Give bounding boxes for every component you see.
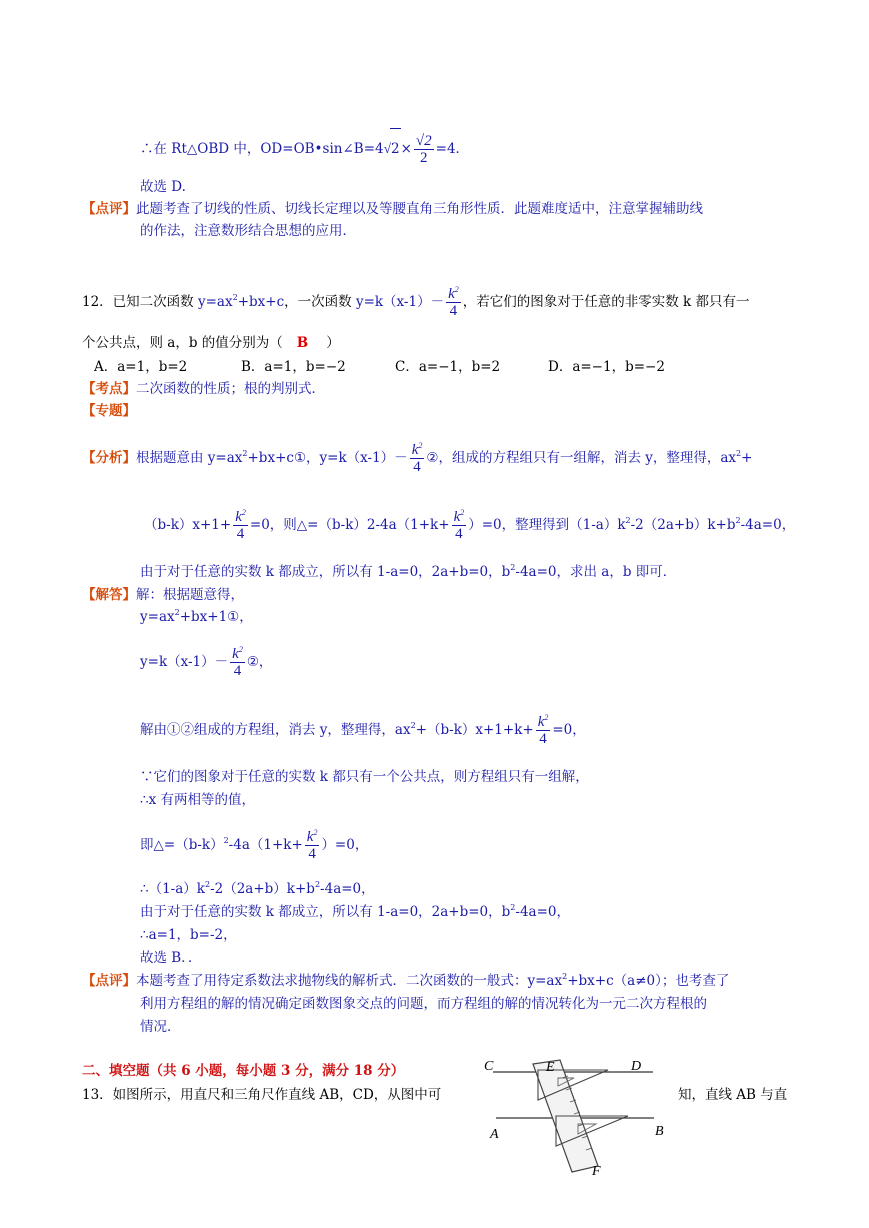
fenxi-line3 [140,563,676,581]
jieda-line5: ∵它们的图象对于任意的实数 k 都只有一个公共点，则方程组只有一组解， [140,769,589,785]
frac-num [446,286,461,302]
t: -4a（1+k+ [228,837,303,853]
comment-1-line2: 的作法，注意数形结合思想的应用． [140,223,356,239]
q12-number: 12．已知二次函数 [82,294,198,310]
fraction-sqrt2-over-2 [414,133,434,166]
t: -4a=0， [515,904,570,920]
label-a: A [490,1127,499,1142]
sup: 2 [232,293,238,302]
comment-tag: 【点评】 [82,973,136,989]
sup: 2 [418,441,423,450]
t: 解：根据题意得， [136,587,244,603]
sup: 2 [625,516,631,525]
option-c: C．a=−1，b=2 [395,359,501,375]
zhuanti-tag: 【专题】 [82,403,136,419]
t: 即△=（b-k） [140,837,224,853]
sqrt-radicand: 2 [390,128,401,169]
jieda-line2 [140,608,253,626]
frac-den: 4 [233,525,248,542]
times-sign: × [400,141,412,157]
jieda-line9 [140,903,570,921]
frac-den: 4 [446,302,461,319]
t: + [741,450,753,466]
k: k [235,509,242,525]
sup: 2 [510,903,516,912]
fraction-k2-over-4 [452,509,467,542]
fraction-k2-over-4 [305,829,320,862]
t: ∴（1-a）k [140,881,205,897]
frac-num [305,829,320,845]
sup: 2 [510,563,516,572]
t: -4a=0， [320,881,375,897]
jieda-line4 [140,710,586,750]
frac-num [536,714,551,730]
sup: 2 [544,713,549,722]
jieda-line11: 故选 B．． [140,950,202,966]
sup: 2 [410,721,416,730]
sup: 2 [735,516,741,525]
k: k [306,829,314,845]
comment-2-line1 [82,972,729,990]
t: +bx+c①，y=k（x-1）－ [247,450,408,466]
comment-1-line1: 此题考查了切线的性质、切线长定理以及等腰直角三角形性质．此题难度适中，注意掌握辅助线 [136,201,703,217]
sup: 2 [242,449,248,458]
q12-mid: ，一次函数 [284,294,356,310]
t: +（b-k）x+1+k+ [415,722,534,738]
t: -4a=0，求出 a，b 即可． [515,564,677,580]
fenxi-text [136,441,753,475]
t: +bx+c（a≠0）；也考查了 [567,973,730,989]
jieda-line1 [82,586,244,604]
k: k [448,286,455,302]
sup: 2 [174,608,180,617]
q12-answer: B [296,335,309,351]
q13-text-pre: 13．如图所示，用直尺和三角尺作直线 AB，CD，从图中可 [82,1087,442,1103]
sup: 2 [460,508,465,517]
kaodian-text: 二次函数的性质；根的判别式． [136,381,325,397]
sup: 2 [562,972,568,981]
jieda-line3 [140,642,272,682]
t: +bx+1①， [179,609,253,625]
q13-text-post: 知，直线 AB 与直 [678,1087,788,1103]
t: -2（2a+b）k+b [210,881,315,897]
sup: 2 [241,508,246,517]
zhuanti [82,402,136,420]
frac-den: 2 [414,149,434,166]
label-c: C [484,1059,494,1074]
q12-line2-post: ） [326,335,340,351]
conclusion-line: ∴在 Rt△OBD 中，OD=OB•sin∠B=4√2× $\frac{√2}{2}$ =4． [140,128,469,169]
label-f: F [592,1164,601,1178]
conclusion-text: ∴在 Rt△OBD 中，OD=OB•sin∠B=4 [140,141,384,157]
jieda-tag: 【解答】 [82,587,136,603]
t: ）=0，整理得到（1-a）k [468,517,626,533]
k: k [232,646,239,662]
k: k [453,509,461,525]
section-title: 二、填空题（共 6 小题，每小题 3 分，满分 18 分） [82,1063,405,1079]
label-e: E [546,1060,555,1075]
conclusion-result: =4． [435,141,470,157]
sup: 2 [313,828,318,837]
t: 解由①②组成的方程组，消去 y，整理得，ax [140,722,411,738]
sup: 2 [204,880,211,889]
t: y=k（x-1）－ [140,654,229,670]
func2: y=k（x-1）－ [355,294,445,310]
option-a: A．a=1，b=2 [94,359,188,375]
q12-line1 [82,282,750,322]
t: 由于对于任意的实数 k 都成立，所以有 1-a=0，2a+b=0，b [140,564,511,580]
label-d: D [631,1059,642,1074]
t: -2（2a+b）k+b [630,517,736,533]
frac-den: 4 [230,662,245,679]
t: 本题考查了用待定系数法求抛物线的解析式．二次函数的一般式：y=ax [136,973,563,989]
t: y=ax [140,609,175,625]
func1-a: y=ax [197,294,233,310]
frac-num [233,509,248,525]
t: =0，则△=（b-k）2-4a（1+k+ [249,517,450,533]
jieda-line7 [140,825,368,865]
q12-options [94,358,665,376]
sup: 2 [238,645,243,654]
comment-2-line3: 情况． [140,1019,181,1035]
k: k [537,714,545,730]
option-b: B．a=1，b=−2 [241,359,346,375]
sup: 2 [314,880,321,889]
sup: 2 [223,836,229,845]
t: 由于对于任意的实数 k 都成立，所以有 1-a=0，2a+b=0，b [140,904,511,920]
fenxi-line2 [144,505,795,545]
frac-den: 4 [536,730,551,747]
k: k [411,442,419,458]
frac-den: 4 [410,458,425,475]
option-d: D．a=−1，b=−2 [548,359,665,375]
sup: 2 [736,449,742,458]
fraction-k2-over-4 [536,714,551,747]
fraction-k2-over-4 [233,509,248,542]
t [136,973,729,989]
q12-line2-pre: 个公共点，则 a，b 的值分别为（ [82,335,283,351]
comment-1 [82,200,703,218]
q12-line2 [82,334,340,352]
fraction-k2-over-4 [230,646,245,679]
fenxi-line1 [82,438,752,478]
t: ②，组成的方程组只有一组解，消去 y，整理得，ax [426,450,737,466]
frac-num [452,509,467,525]
jieda-line8 [140,880,375,898]
fenxi-tag: 【分析】 [82,450,136,466]
comment-tag: 【点评】 [82,201,136,217]
jieda-line6: ∴x 有两相等的值， [140,792,255,808]
q12-func2 [355,285,463,319]
t: ②， [246,654,273,670]
ruler-triangle-figure [478,1054,678,1178]
jieda-line10: ∴a=1，b=-2， [140,927,237,943]
choose-d: 故选 D. [140,179,186,195]
fraction-k2-over-4 [446,286,461,319]
sup: 2 [454,285,459,294]
t: 根据题意由 y=ax [136,450,243,466]
frac-num [410,442,425,458]
kaodian [82,380,325,398]
t: ）=0， [321,837,369,853]
fraction-k2-over-4 [410,442,425,475]
kaodian-tag: 【考点】 [82,381,136,397]
q12-tail: ，若它们的图象对于任意的非零实数 k 都只有一 [462,294,750,310]
q12-func1 [198,294,284,310]
frac-den: 4 [305,845,320,862]
frac-num: √2 [415,133,432,149]
frac-num [230,646,245,662]
func1-b: +bx+c [237,294,285,310]
t: =0， [552,722,586,738]
t: （b-k）x+1+ [144,517,232,533]
t: -4a=0， [740,517,796,533]
label-b: B [655,1124,664,1139]
frac-den: 4 [452,525,467,542]
comment-2-line2: 利用方程组的解的情况确定函数图象交点的问题，而方程组的解的情况转化为一元二次方程根的 [140,996,707,1012]
